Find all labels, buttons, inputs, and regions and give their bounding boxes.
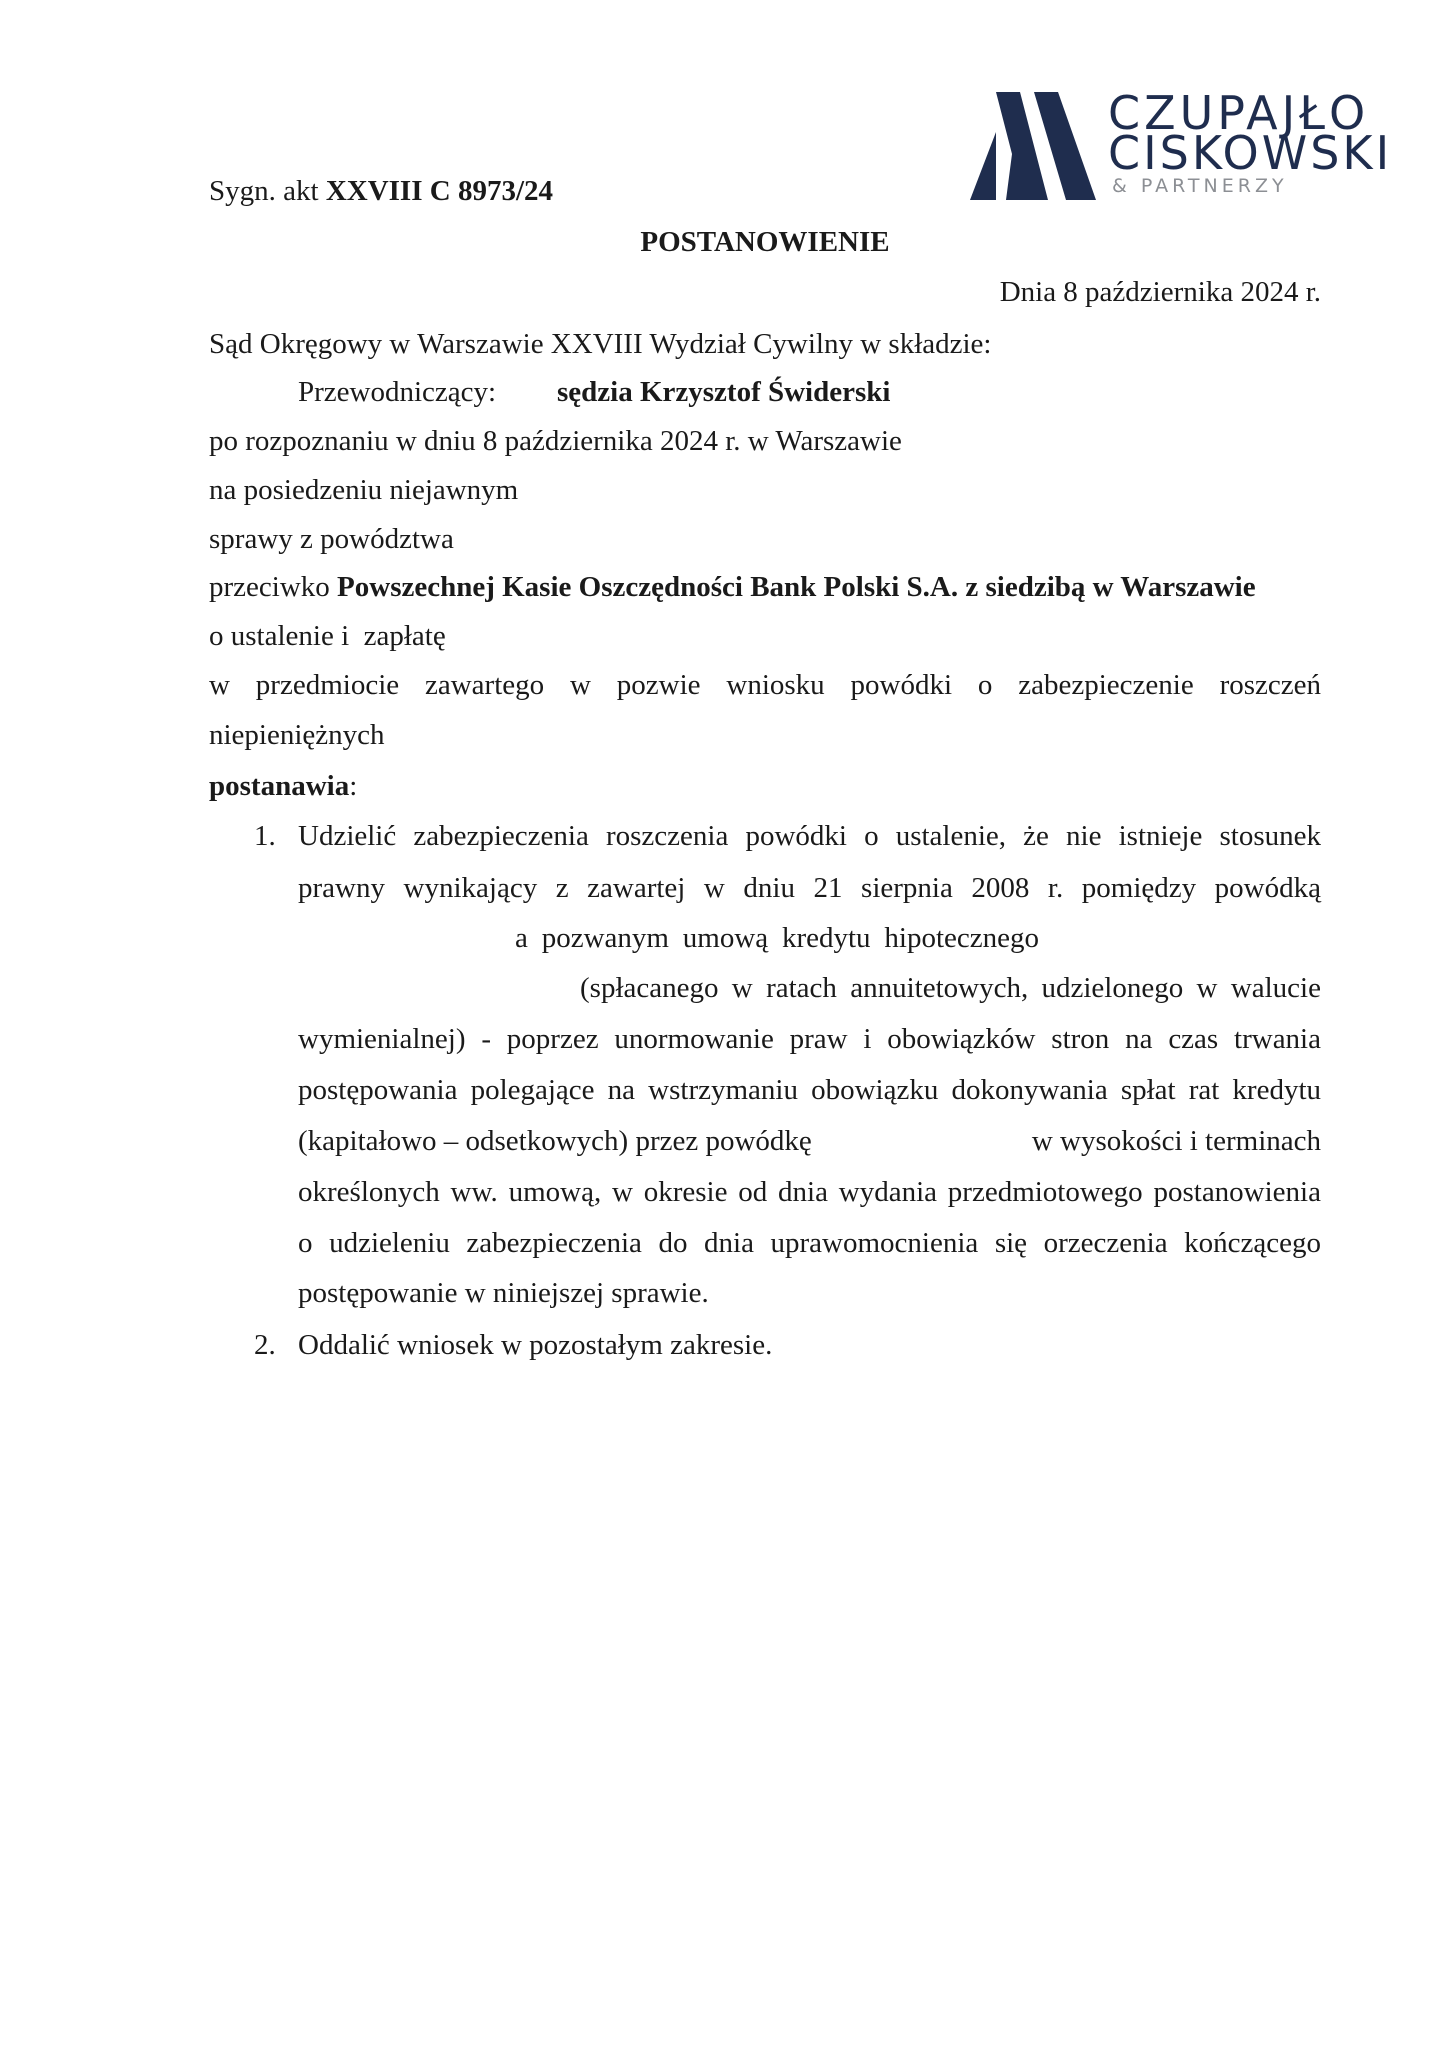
item-1-line: (spłacanego w ratach annuitetowych, udzielonego w walucie [580,972,1321,1004]
logo-mark-icon [970,92,1100,202]
item-1-line: postępowanie w niniejszej sprawie. [298,1277,709,1309]
decides-text: postanawia [209,770,350,802]
item-1-line: a pozwanym umową kredytu hipotecznego [515,922,1039,954]
hearing-line: po rozpoznaniu w dniu 8 października 2024 r. w Warszawie [209,425,902,457]
case-signature [209,166,553,216]
session-line: na posiedzeniu niejawnym [209,474,519,506]
case-prefix: Sygn. akt [209,175,319,207]
court-line: Sąd Okręgowy w Warszawie XXVIII Wydział Cywilny w składzie: [209,328,992,360]
item-1-line: (kapitałowo – odsetkowych) przez powódkę [298,1125,812,1157]
motion-line-1: w przedmiocie zawartego w pozwie wniosku powódki o zabezpieczenie roszczeń [209,669,1321,701]
against-line [209,562,1321,612]
document-date: Dnia 8 października 2024 r. [999,276,1321,308]
decides-colon: : [349,770,358,802]
against-party: Powszechnej Kasie Oszczędności Bank Polski S.A. z siedzibą w Warszawie [337,571,1256,603]
against-prefix: przeciwko [209,571,330,603]
title-text: POSTANOWIENIE [640,226,890,258]
item-1-line: w wysokości i terminach [1031,1125,1321,1157]
case-number: XXVIII C 8973/24 [325,175,553,207]
item-1-line: wymienialnej) - poprzez unormowanie praw i obowiązków stron na czas trwania [298,1023,1321,1055]
logo-line2: CISKOWSKI [1108,126,1393,180]
item-1-line: określonych ww. umową, w okresie od dnia wydania przedmiotowego postanowienia [298,1176,1321,1208]
item-2-number: 2. [254,1329,276,1361]
document-title [209,217,1321,267]
item-1-line: prawny wynikający z zawartej w dniu 21 sierpnia 2008 r. pomiędzy powódką [298,872,1321,904]
case-line: sprawy z powództwa [209,523,454,555]
logo-line1: CZUPAJŁO [1108,86,1370,140]
logo-line3: & PARTNERZY [1112,175,1288,197]
chair-name [557,367,890,417]
motion-line-2: niepieniężnych [209,719,385,751]
subject-line: o ustalenie i zapłatę [209,620,446,652]
chair-label: Przewodniczący: [298,376,497,408]
chair-name-text: sędzia Krzysztof Świderski [557,376,891,408]
item-1-line: postępowania polegające na wstrzymaniu obowiązku dokonywania spłat rat kredytu [298,1074,1321,1106]
item-1-line: o udzieleniu zabezpieczenia do dnia uprawomocnienia się orzeczenia kończącego [298,1227,1321,1259]
item-1-number: 1. [254,820,276,852]
decides-line [209,761,1321,811]
item-1-line: Udzielić zabezpieczenia roszczenia powódki o ustalenie, że nie istnieje stosunek [298,820,1321,852]
item-2-line: Oddalić wniosek w pozostałym zakresie. [298,1329,773,1361]
